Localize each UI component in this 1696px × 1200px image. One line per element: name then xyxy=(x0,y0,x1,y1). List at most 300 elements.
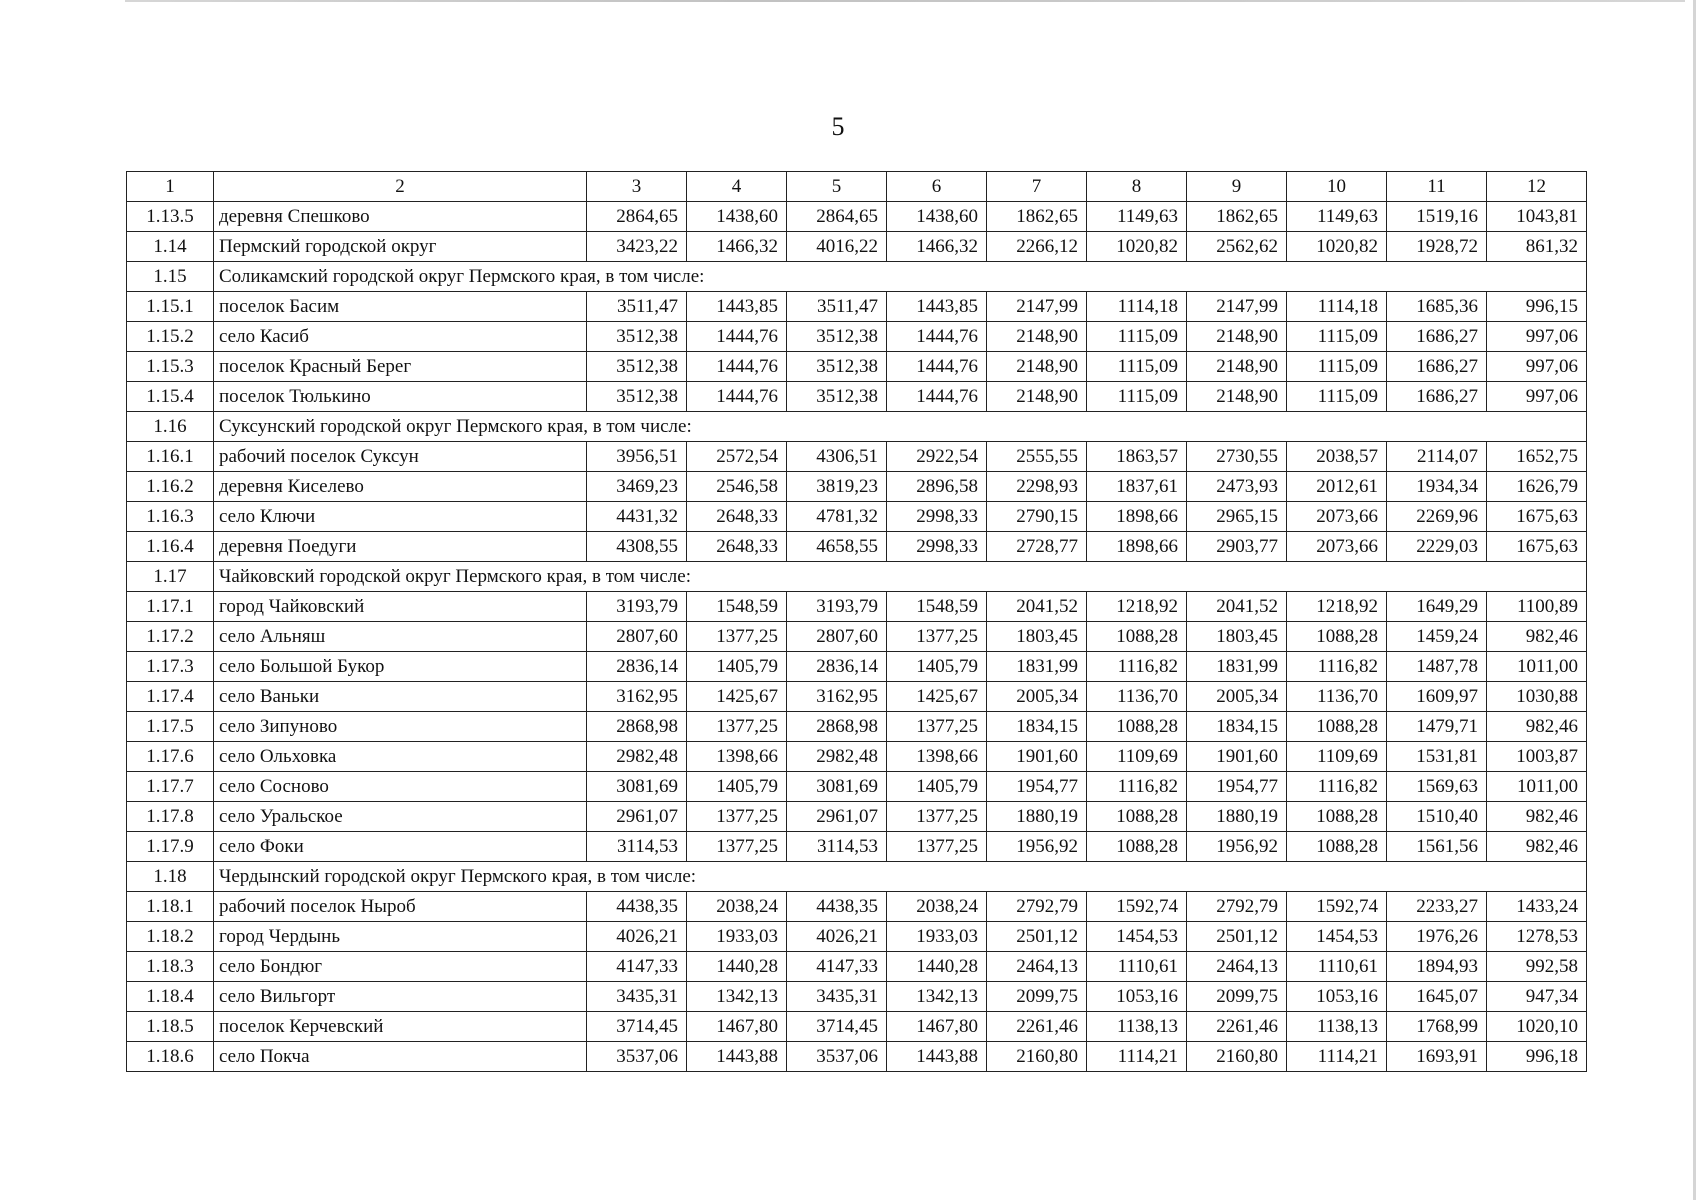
locality-name: село Бондюг xyxy=(214,952,587,982)
value-cell: 1377,25 xyxy=(687,832,787,862)
value-cell: 1837,61 xyxy=(1087,472,1187,502)
value-cell: 982,46 xyxy=(1487,832,1587,862)
value-cell: 1862,65 xyxy=(987,202,1087,232)
value-cell: 1043,81 xyxy=(1487,202,1587,232)
value-cell: 947,34 xyxy=(1487,982,1587,1012)
value-cell: 1425,67 xyxy=(887,682,987,712)
value-cell: 1440,28 xyxy=(887,952,987,982)
locality-name: село Вильгорт xyxy=(214,982,587,1012)
section-row xyxy=(127,262,1587,292)
value-cell: 1928,72 xyxy=(1387,232,1487,262)
value-cell: 2728,77 xyxy=(987,532,1087,562)
value-cell: 4658,55 xyxy=(787,532,887,562)
value-cell: 2501,12 xyxy=(1187,922,1287,952)
row-code: 1.14 xyxy=(127,232,214,262)
value-cell: 1088,28 xyxy=(1287,712,1387,742)
section-row xyxy=(127,562,1587,592)
value-cell: 2868,98 xyxy=(787,712,887,742)
value-cell: 2099,75 xyxy=(987,982,1087,1012)
value-cell: 3512,38 xyxy=(787,352,887,382)
value-cell: 3114,53 xyxy=(587,832,687,862)
value-cell: 1114,18 xyxy=(1287,292,1387,322)
value-cell: 3193,79 xyxy=(787,592,887,622)
table-row xyxy=(127,292,1587,322)
table-row xyxy=(127,982,1587,1012)
column-header: 6 xyxy=(887,172,987,202)
value-cell: 2961,07 xyxy=(587,802,687,832)
value-cell: 4438,35 xyxy=(587,892,687,922)
value-cell: 982,46 xyxy=(1487,622,1587,652)
locality-name: поселок Красный Берег xyxy=(214,352,587,382)
locality-name: село Касиб xyxy=(214,322,587,352)
table-row xyxy=(127,802,1587,832)
value-cell: 2266,12 xyxy=(987,232,1087,262)
column-header: 7 xyxy=(987,172,1087,202)
table-row xyxy=(127,1012,1587,1042)
row-code: 1.16.2 xyxy=(127,472,214,502)
value-cell: 3537,06 xyxy=(787,1042,887,1072)
locality-name: город Чайковский xyxy=(214,592,587,622)
row-code: 1.16.1 xyxy=(127,442,214,472)
value-cell: 2229,03 xyxy=(1387,532,1487,562)
value-cell: 3956,51 xyxy=(587,442,687,472)
value-cell: 3193,79 xyxy=(587,592,687,622)
value-cell: 2982,48 xyxy=(787,742,887,772)
value-cell: 4431,32 xyxy=(587,502,687,532)
value-cell: 996,18 xyxy=(1487,1042,1587,1072)
row-code: 1.18.2 xyxy=(127,922,214,952)
value-cell: 1377,25 xyxy=(887,802,987,832)
value-cell: 3435,31 xyxy=(787,982,887,1012)
value-cell: 3714,45 xyxy=(787,1012,887,1042)
value-cell: 1569,63 xyxy=(1387,772,1487,802)
value-cell: 3162,95 xyxy=(787,682,887,712)
value-cell: 2998,33 xyxy=(887,532,987,562)
value-cell: 1342,13 xyxy=(887,982,987,1012)
value-cell: 1686,27 xyxy=(1387,352,1487,382)
value-cell: 3081,69 xyxy=(787,772,887,802)
locality-name: село Покча xyxy=(214,1042,587,1072)
table-row xyxy=(127,922,1587,952)
value-cell: 1115,09 xyxy=(1287,382,1387,412)
value-cell: 1954,77 xyxy=(987,772,1087,802)
locality-name: деревня Поедуги xyxy=(214,532,587,562)
value-cell: 3435,31 xyxy=(587,982,687,1012)
value-cell: 861,32 xyxy=(1487,232,1587,262)
section-title: Соликамский городской округ Пермского края, в том числе: xyxy=(214,262,1587,292)
value-cell: 1218,92 xyxy=(1287,592,1387,622)
locality-name: поселок Керчевский xyxy=(214,1012,587,1042)
value-cell: 2148,90 xyxy=(1187,322,1287,352)
value-cell: 997,06 xyxy=(1487,352,1587,382)
value-cell: 1088,28 xyxy=(1087,712,1187,742)
value-cell: 1136,70 xyxy=(1087,682,1187,712)
table-row xyxy=(127,382,1587,412)
locality-name: село Зипуново xyxy=(214,712,587,742)
value-cell: 2148,90 xyxy=(987,352,1087,382)
page-number: 5 xyxy=(831,112,845,141)
value-cell: 1693,91 xyxy=(1387,1042,1487,1072)
value-cell: 1398,66 xyxy=(687,742,787,772)
value-cell: 2073,66 xyxy=(1287,502,1387,532)
row-code: 1.17.9 xyxy=(127,832,214,862)
value-cell: 4147,33 xyxy=(787,952,887,982)
table-row xyxy=(127,532,1587,562)
value-cell: 2148,90 xyxy=(987,322,1087,352)
value-cell: 3512,38 xyxy=(787,322,887,352)
value-cell: 2730,55 xyxy=(1187,442,1287,472)
row-code: 1.16.4 xyxy=(127,532,214,562)
table-row xyxy=(127,712,1587,742)
value-cell: 2648,33 xyxy=(687,532,787,562)
value-cell: 1863,57 xyxy=(1087,442,1187,472)
table-row xyxy=(127,832,1587,862)
section-row xyxy=(127,412,1587,442)
value-cell: 1444,76 xyxy=(887,382,987,412)
table-row xyxy=(127,472,1587,502)
value-cell: 1898,66 xyxy=(1087,532,1187,562)
row-code: 1.15.3 xyxy=(127,352,214,382)
value-cell: 1405,79 xyxy=(687,652,787,682)
value-cell: 3512,38 xyxy=(587,382,687,412)
value-cell: 1686,27 xyxy=(1387,382,1487,412)
value-cell: 1444,76 xyxy=(887,322,987,352)
value-cell: 1444,76 xyxy=(687,382,787,412)
value-cell: 1110,61 xyxy=(1087,952,1187,982)
value-cell: 1901,60 xyxy=(1187,742,1287,772)
value-cell: 3512,38 xyxy=(587,322,687,352)
value-cell: 1053,16 xyxy=(1087,982,1187,1012)
row-code: 1.15.4 xyxy=(127,382,214,412)
value-cell: 1443,85 xyxy=(887,292,987,322)
value-cell: 1377,25 xyxy=(687,802,787,832)
table-row xyxy=(127,952,1587,982)
value-cell: 1454,53 xyxy=(1087,922,1187,952)
value-cell: 2961,07 xyxy=(787,802,887,832)
value-cell: 1110,61 xyxy=(1287,952,1387,982)
section-row xyxy=(127,862,1587,892)
value-cell: 2896,58 xyxy=(887,472,987,502)
value-cell: 2233,27 xyxy=(1387,892,1487,922)
value-cell: 1440,28 xyxy=(687,952,787,982)
column-header: 3 xyxy=(587,172,687,202)
locality-name: город Чердынь xyxy=(214,922,587,952)
value-cell: 2298,93 xyxy=(987,472,1087,502)
value-cell: 1626,79 xyxy=(1487,472,1587,502)
section-title: Суксунский городской округ Пермского края, в том числе: xyxy=(214,412,1587,442)
row-code: 1.18.3 xyxy=(127,952,214,982)
value-cell: 1649,29 xyxy=(1387,592,1487,622)
value-cell: 1138,13 xyxy=(1287,1012,1387,1042)
value-cell: 4781,32 xyxy=(787,502,887,532)
table-row xyxy=(127,352,1587,382)
row-code: 1.17 xyxy=(127,562,214,592)
value-cell: 1405,79 xyxy=(687,772,787,802)
value-cell: 1377,25 xyxy=(887,832,987,862)
scan-artifact-top xyxy=(125,0,1685,2)
value-cell: 1898,66 xyxy=(1087,502,1187,532)
value-cell: 2501,12 xyxy=(987,922,1087,952)
value-cell: 2038,24 xyxy=(687,892,787,922)
value-cell: 1405,79 xyxy=(887,772,987,802)
value-cell: 1377,25 xyxy=(887,622,987,652)
row-code: 1.17.7 xyxy=(127,772,214,802)
value-cell: 2836,14 xyxy=(787,652,887,682)
value-cell: 1342,13 xyxy=(687,982,787,1012)
value-cell: 2464,13 xyxy=(1187,952,1287,982)
value-cell: 1109,69 xyxy=(1287,742,1387,772)
column-header: 4 xyxy=(687,172,787,202)
value-cell: 1609,97 xyxy=(1387,682,1487,712)
value-cell: 3511,47 xyxy=(787,292,887,322)
tariff-table xyxy=(126,171,1587,1072)
value-cell: 1116,82 xyxy=(1087,652,1187,682)
value-cell: 3114,53 xyxy=(787,832,887,862)
row-code: 1.15 xyxy=(127,262,214,292)
value-cell: 1954,77 xyxy=(1187,772,1287,802)
value-cell: 1377,25 xyxy=(687,712,787,742)
column-header: 10 xyxy=(1287,172,1387,202)
value-cell: 1398,66 xyxy=(887,742,987,772)
value-cell: 1880,19 xyxy=(987,802,1087,832)
value-cell: 1443,88 xyxy=(887,1042,987,1072)
row-code: 1.18 xyxy=(127,862,214,892)
value-cell: 1438,60 xyxy=(687,202,787,232)
locality-name: село Альняш xyxy=(214,622,587,652)
locality-name: деревня Спешково xyxy=(214,202,587,232)
table-row xyxy=(127,442,1587,472)
value-cell: 2903,77 xyxy=(1187,532,1287,562)
value-cell: 1278,53 xyxy=(1487,922,1587,952)
value-cell: 1438,60 xyxy=(887,202,987,232)
value-cell: 2864,65 xyxy=(787,202,887,232)
value-cell: 1020,82 xyxy=(1087,232,1187,262)
value-cell: 2864,65 xyxy=(587,202,687,232)
table-row xyxy=(127,202,1587,232)
value-cell: 1011,00 xyxy=(1487,772,1587,802)
value-cell: 1136,70 xyxy=(1287,682,1387,712)
locality-name: рабочий поселок Ныроб xyxy=(214,892,587,922)
value-cell: 4306,51 xyxy=(787,442,887,472)
value-cell: 1444,76 xyxy=(887,352,987,382)
value-cell: 2807,60 xyxy=(587,622,687,652)
value-cell: 1149,63 xyxy=(1087,202,1187,232)
value-cell: 997,06 xyxy=(1487,322,1587,352)
value-cell: 3512,38 xyxy=(787,382,887,412)
locality-name: село Ваньки xyxy=(214,682,587,712)
row-code: 1.18.4 xyxy=(127,982,214,1012)
value-cell: 2546,58 xyxy=(687,472,787,502)
value-cell: 2790,15 xyxy=(987,502,1087,532)
value-cell: 1003,87 xyxy=(1487,742,1587,772)
column-header: 12 xyxy=(1487,172,1587,202)
value-cell: 2982,48 xyxy=(587,742,687,772)
locality-name: село Уральское xyxy=(214,802,587,832)
section-title: Чердынский городской округ Пермского края, в том числе: xyxy=(214,862,1587,892)
value-cell: 2147,99 xyxy=(1187,292,1287,322)
value-cell: 1443,85 xyxy=(687,292,787,322)
value-cell: 4026,21 xyxy=(787,922,887,952)
row-code: 1.18.5 xyxy=(127,1012,214,1042)
value-cell: 1459,24 xyxy=(1387,622,1487,652)
value-cell: 2965,15 xyxy=(1187,502,1287,532)
value-cell: 1645,07 xyxy=(1387,982,1487,1012)
value-cell: 1088,28 xyxy=(1087,832,1187,862)
value-cell: 1115,09 xyxy=(1287,322,1387,352)
column-header: 1 xyxy=(127,172,214,202)
value-cell: 2261,46 xyxy=(987,1012,1087,1042)
locality-name: село Ольховка xyxy=(214,742,587,772)
value-cell: 3714,45 xyxy=(587,1012,687,1042)
column-header: 9 xyxy=(1187,172,1287,202)
value-cell: 4026,21 xyxy=(587,922,687,952)
row-code: 1.17.3 xyxy=(127,652,214,682)
value-cell: 2012,61 xyxy=(1287,472,1387,502)
section-title: Чайковский городской округ Пермского края, в том числе: xyxy=(214,562,1587,592)
value-cell: 1114,21 xyxy=(1287,1042,1387,1072)
value-cell: 2038,24 xyxy=(887,892,987,922)
value-cell: 1487,78 xyxy=(1387,652,1487,682)
value-cell: 1834,15 xyxy=(987,712,1087,742)
value-cell: 1548,59 xyxy=(687,592,787,622)
value-cell: 3081,69 xyxy=(587,772,687,802)
locality-name: поселок Басим xyxy=(214,292,587,322)
locality-name: поселок Тюлькино xyxy=(214,382,587,412)
row-code: 1.13.5 xyxy=(127,202,214,232)
row-code: 1.16.3 xyxy=(127,502,214,532)
value-cell: 1652,75 xyxy=(1487,442,1587,472)
value-cell: 1933,03 xyxy=(687,922,787,952)
locality-name: село Ключи xyxy=(214,502,587,532)
value-cell: 1405,79 xyxy=(887,652,987,682)
value-cell: 2073,66 xyxy=(1287,532,1387,562)
row-code: 1.18.1 xyxy=(127,892,214,922)
value-cell: 1149,63 xyxy=(1287,202,1387,232)
value-cell: 4016,22 xyxy=(787,232,887,262)
row-code: 1.17.4 xyxy=(127,682,214,712)
locality-name: село Сосново xyxy=(214,772,587,802)
value-cell: 4147,33 xyxy=(587,952,687,982)
table-row xyxy=(127,502,1587,532)
value-cell: 1114,21 xyxy=(1087,1042,1187,1072)
value-cell: 982,46 xyxy=(1487,712,1587,742)
value-cell: 1933,03 xyxy=(887,922,987,952)
row-code: 1.15.2 xyxy=(127,322,214,352)
value-cell: 1831,99 xyxy=(1187,652,1287,682)
value-cell: 1454,53 xyxy=(1287,922,1387,952)
row-code: 1.18.6 xyxy=(127,1042,214,1072)
value-cell: 2555,55 xyxy=(987,442,1087,472)
value-cell: 2114,07 xyxy=(1387,442,1487,472)
value-cell: 1862,65 xyxy=(1187,202,1287,232)
value-cell: 2562,62 xyxy=(1187,232,1287,262)
value-cell: 2041,52 xyxy=(1187,592,1287,622)
value-cell: 1011,00 xyxy=(1487,652,1587,682)
value-cell: 1831,99 xyxy=(987,652,1087,682)
value-cell: 1088,28 xyxy=(1287,832,1387,862)
value-cell: 2807,60 xyxy=(787,622,887,652)
value-cell: 1803,45 xyxy=(1187,622,1287,652)
value-cell: 2099,75 xyxy=(1187,982,1287,1012)
locality-name: село Большой Букор xyxy=(214,652,587,682)
column-header: 8 xyxy=(1087,172,1187,202)
value-cell: 2147,99 xyxy=(987,292,1087,322)
table-header-row xyxy=(127,172,1587,202)
value-cell: 3512,38 xyxy=(587,352,687,382)
value-cell: 992,58 xyxy=(1487,952,1587,982)
value-cell: 2998,33 xyxy=(887,502,987,532)
value-cell: 3423,22 xyxy=(587,232,687,262)
value-cell: 2473,93 xyxy=(1187,472,1287,502)
value-cell: 1976,26 xyxy=(1387,922,1487,952)
table-row xyxy=(127,322,1587,352)
value-cell: 2005,34 xyxy=(987,682,1087,712)
value-cell: 1377,25 xyxy=(687,622,787,652)
value-cell: 1519,16 xyxy=(1387,202,1487,232)
value-cell: 1561,56 xyxy=(1387,832,1487,862)
value-cell: 1510,40 xyxy=(1387,802,1487,832)
value-cell: 1115,09 xyxy=(1087,352,1187,382)
row-code: 1.17.2 xyxy=(127,622,214,652)
locality-name: рабочий поселок Суксун xyxy=(214,442,587,472)
value-cell: 1548,59 xyxy=(887,592,987,622)
value-cell: 2792,79 xyxy=(987,892,1087,922)
value-cell: 2148,90 xyxy=(1187,382,1287,412)
value-cell: 1934,34 xyxy=(1387,472,1487,502)
value-cell: 1466,32 xyxy=(687,232,787,262)
value-cell: 1115,09 xyxy=(1087,382,1187,412)
value-cell: 2648,33 xyxy=(687,502,787,532)
value-cell: 1115,09 xyxy=(1287,352,1387,382)
value-cell: 1467,80 xyxy=(887,1012,987,1042)
value-cell: 1466,32 xyxy=(887,232,987,262)
value-cell: 1479,71 xyxy=(1387,712,1487,742)
value-cell: 1088,28 xyxy=(1087,802,1187,832)
value-cell: 2836,14 xyxy=(587,652,687,682)
value-cell: 1115,09 xyxy=(1087,322,1187,352)
value-cell: 1114,18 xyxy=(1087,292,1187,322)
value-cell: 2269,96 xyxy=(1387,502,1487,532)
value-cell: 2572,54 xyxy=(687,442,787,472)
value-cell: 2464,13 xyxy=(987,952,1087,982)
value-cell: 2148,90 xyxy=(1187,352,1287,382)
value-cell: 996,15 xyxy=(1487,292,1587,322)
value-cell: 1443,88 xyxy=(687,1042,787,1072)
value-cell: 1956,92 xyxy=(987,832,1087,862)
value-cell: 1109,69 xyxy=(1087,742,1187,772)
value-cell: 1020,82 xyxy=(1287,232,1387,262)
value-cell: 1467,80 xyxy=(687,1012,787,1042)
value-cell: 1531,81 xyxy=(1387,742,1487,772)
value-cell: 1138,13 xyxy=(1087,1012,1187,1042)
table-row xyxy=(127,892,1587,922)
value-cell: 1377,25 xyxy=(887,712,987,742)
value-cell: 1592,74 xyxy=(1087,892,1187,922)
value-cell: 1218,92 xyxy=(1087,592,1187,622)
value-cell: 2038,57 xyxy=(1287,442,1387,472)
column-header: 5 xyxy=(787,172,887,202)
value-cell: 4308,55 xyxy=(587,532,687,562)
value-cell: 2160,80 xyxy=(1187,1042,1287,1072)
table-row xyxy=(127,772,1587,802)
table-row xyxy=(127,622,1587,652)
value-cell: 1803,45 xyxy=(987,622,1087,652)
value-cell: 3537,06 xyxy=(587,1042,687,1072)
value-cell: 2148,90 xyxy=(987,382,1087,412)
value-cell: 3469,23 xyxy=(587,472,687,502)
column-header: 2 xyxy=(214,172,587,202)
value-cell: 1894,93 xyxy=(1387,952,1487,982)
